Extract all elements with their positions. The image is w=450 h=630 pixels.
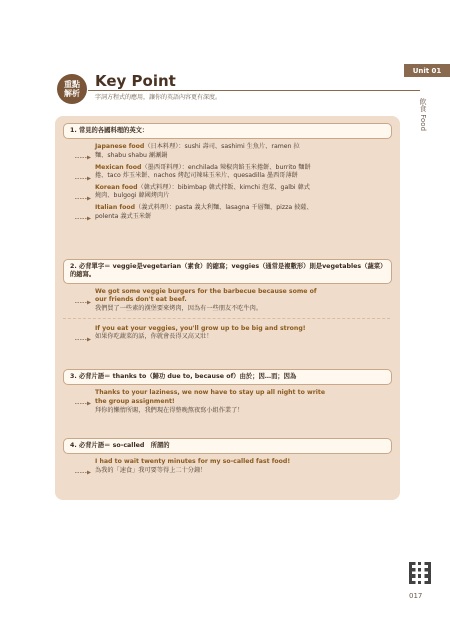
- text-line: [95, 296, 390, 305]
- section-body: [63, 284, 392, 342]
- chinese-text: 麵、shabu shabu 涮涮鍋: [95, 152, 168, 159]
- arrow-icon: [75, 186, 91, 191]
- text-line: [95, 389, 390, 398]
- item-text: [95, 184, 390, 201]
- chinese-text: 捲、taco 炸玉米餅、nachos 烤起司辣味玉米片、quesadilla 墨西哥薄餅: [95, 172, 298, 180]
- section-body: [63, 454, 392, 475]
- list-item: [63, 325, 390, 342]
- section-heading: 1. 常見的各國料理的英文：: [63, 123, 392, 139]
- section-heading: 3. 必背片語＝ thanks to（歸功 due to, because of）由於；因…而；因為: [63, 369, 392, 385]
- header-rule: [88, 90, 420, 91]
- english-text: We got some veggie burgers for the barbecue because some of: [95, 287, 317, 295]
- chapter-side-label: 飲食 Food: [419, 98, 427, 132]
- chinese-text: （日本料理）：sushi 壽司、sashimi 生魚片、ramen 拉: [144, 143, 300, 151]
- chinese-text: 我們買了一些素的漢堡要來烤肉，因為有一些朋友不吃牛肉。: [95, 305, 263, 312]
- arrow-icon: [75, 166, 91, 171]
- text-line: [95, 164, 390, 173]
- item-divider: [63, 318, 390, 319]
- text-line: [95, 152, 390, 161]
- page-title: Key Point: [95, 72, 176, 90]
- text-line: [95, 192, 390, 201]
- list-item: [63, 164, 390, 181]
- section-thanks-to: [63, 369, 392, 418]
- list-item: [63, 204, 390, 221]
- chinese-text: 如果你吃蔬菜的話，你就會長得又高又壯！: [95, 333, 213, 341]
- english-text: our friends don't eat beef.: [95, 296, 187, 304]
- chinese-text: 拜你的懶惰所賜，我們現在得整晚熬夜寫小組作業了！: [95, 406, 244, 414]
- key-point-panel: [55, 116, 400, 500]
- text-line: [95, 172, 390, 181]
- chinese-text: （墨西哥料理）：enchilada 辣椒肉餡玉米捲餅、burrito 麵餅: [141, 163, 311, 171]
- english-text: I had to wait twenty minutes for my so-called fast food!: [95, 458, 291, 466]
- text-line: [95, 458, 390, 467]
- text-line: [95, 333, 390, 342]
- key-point-badge: 重點解析: [57, 74, 87, 104]
- page-subtitle: 字詞方程式的應用，讓你的英語內容更有深度。: [95, 94, 222, 101]
- arrow-icon: [75, 206, 91, 211]
- text-line: [95, 467, 390, 476]
- english-text: Italian food: [95, 203, 136, 211]
- english-text: the group assignment!: [95, 398, 175, 405]
- section-veggie: [63, 259, 392, 345]
- section-body: [63, 139, 392, 221]
- text-line: [95, 398, 390, 407]
- english-text: Mexican food: [95, 163, 142, 171]
- english-text: Korean food: [95, 183, 138, 191]
- item-text: [95, 143, 390, 160]
- arrow-icon: [75, 327, 91, 332]
- list-item: [63, 288, 390, 314]
- item-text: [95, 325, 390, 342]
- text-line: [95, 325, 390, 334]
- chinese-text: 燒肉、bulgogi 韓國烤肉片: [95, 192, 170, 200]
- arrow-icon: [75, 145, 91, 150]
- text-line: [95, 407, 390, 416]
- item-text: [95, 389, 390, 415]
- english-text: If you eat your veggies, you'll grow up to be big and strong!: [95, 324, 306, 332]
- arrow-icon: [75, 290, 91, 295]
- chinese-text: （韓式料理）：bibimbap 韓式拌飯、kimchi 泡菜、galbi 韓式: [137, 183, 310, 191]
- chinese-text: （義式料理）：pasta 義大利麵、lasagna 千層麵、pizza 披薩、: [135, 203, 313, 211]
- section-so-called: [63, 438, 392, 479]
- list-item: [63, 458, 390, 475]
- english-text: Japanese food: [95, 143, 145, 151]
- item-text: [95, 164, 390, 181]
- chinese-text: polenta 義式玉米餅: [95, 212, 152, 220]
- text-line: [95, 288, 390, 297]
- page-number: 017: [409, 592, 423, 600]
- text-line: [95, 213, 390, 222]
- chinese-text: 為我的「速食」我可要等得上二十分鐘！: [95, 467, 207, 474]
- section-body: [63, 385, 392, 415]
- list-item: [63, 389, 390, 415]
- text-line: [95, 204, 390, 213]
- unit-tab: Unit 01: [404, 64, 450, 77]
- text-line: [95, 305, 390, 314]
- item-text: [95, 288, 390, 314]
- section-heading: 2. 必背單字＝ veggie是vegetarian（素食）的縮寫；veggies（通常是複數形）則是vegetables（蔬菜）的縮寫。: [63, 259, 392, 284]
- section-heading: 4. 必背片語＝ so-called 所謂的: [63, 438, 392, 454]
- arrow-icon: [75, 460, 91, 465]
- list-item: [63, 184, 390, 201]
- text-line: [95, 143, 390, 152]
- qr-code: [409, 562, 431, 584]
- english-text: Thanks to your laziness, we now have to stay up all night to write: [95, 389, 326, 397]
- arrow-icon: [75, 391, 91, 396]
- item-text: [95, 458, 390, 475]
- list-item: [63, 143, 390, 160]
- section-cuisines: [63, 123, 392, 224]
- item-text: [95, 204, 390, 221]
